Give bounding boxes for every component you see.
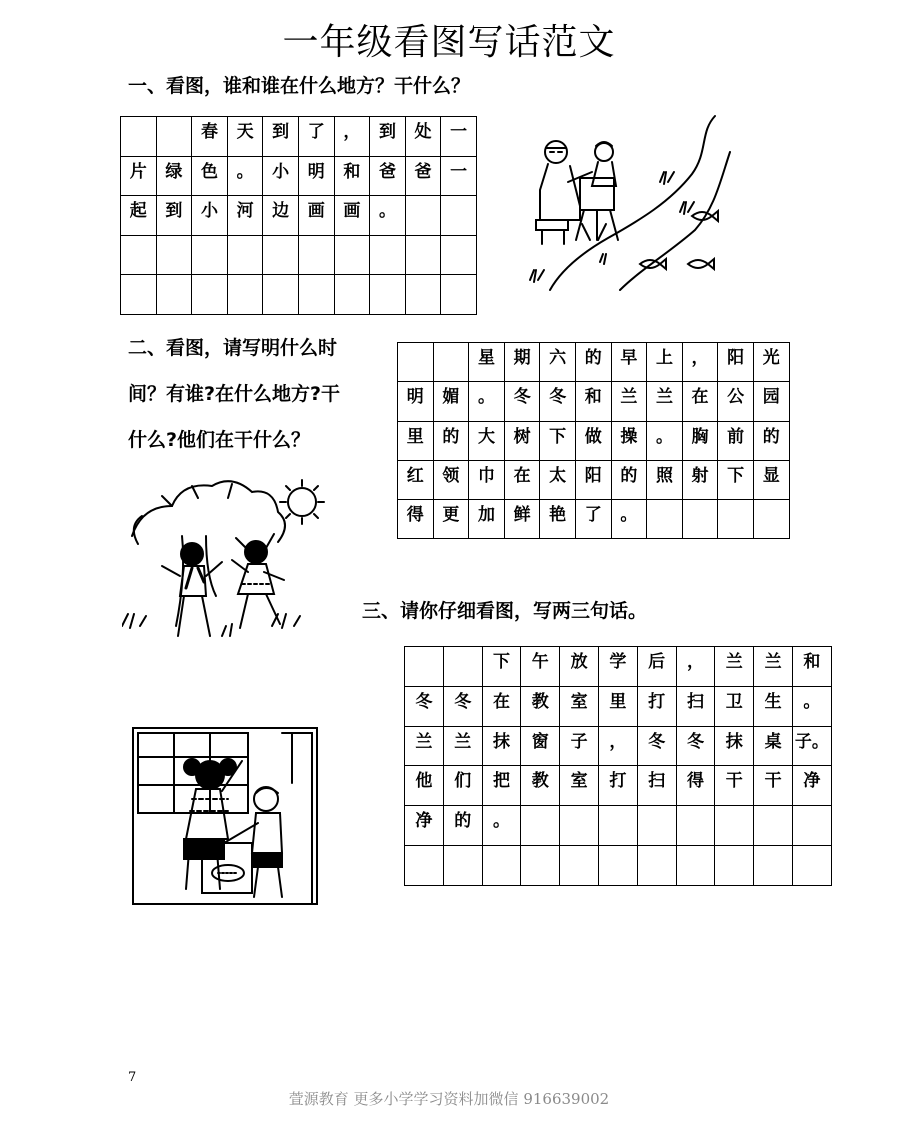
grid-cell: 扫 xyxy=(676,686,715,726)
grid-cell: 明 xyxy=(398,382,434,421)
grid-cell xyxy=(334,275,370,315)
grid-cell xyxy=(405,235,441,275)
grid-cell: 得 xyxy=(676,766,715,806)
grid-cell: ， xyxy=(682,343,718,382)
grid-cell: 抹 xyxy=(715,726,754,766)
grid-cell: 冬 xyxy=(504,382,540,421)
grid-cell: 学 xyxy=(598,647,637,687)
grid-cell: 画 xyxy=(298,196,334,236)
grid-cell xyxy=(263,235,299,275)
grid-cell: 们 xyxy=(443,766,482,806)
grid-cell xyxy=(405,196,441,236)
grid-cell: 小 xyxy=(192,196,228,236)
grid-cell: 太 xyxy=(540,460,576,499)
grid-cell xyxy=(753,500,789,539)
grid-cell: 冬 xyxy=(405,686,444,726)
grid-cell: 大 xyxy=(469,421,505,460)
grid-cell: 到 xyxy=(370,117,406,157)
section-3-illustration xyxy=(132,727,318,905)
footer-note: 萱源教育 更多小学学习资料加微信 916639002 xyxy=(288,1090,610,1108)
section-2-writing-grid xyxy=(397,342,790,539)
grid-cell: 片 xyxy=(121,156,157,196)
grid-cell: 冬 xyxy=(443,686,482,726)
section-2-heading-line: 什么?他们在干什么？ xyxy=(128,429,311,451)
grid-cell: 色 xyxy=(192,156,228,196)
grid-cell: 。 xyxy=(647,421,683,460)
section-3-heading: 三、请你仔细看图，写两三句话。 xyxy=(362,600,648,622)
grid-cell: 媚 xyxy=(433,382,469,421)
grid-cell: 冬 xyxy=(540,382,576,421)
grid-cell: 的 xyxy=(433,421,469,460)
grid-cell: 把 xyxy=(482,766,521,806)
grid-cell: 的 xyxy=(575,343,611,382)
grid-cell: 兰 xyxy=(754,647,793,687)
grid-cell xyxy=(121,275,157,315)
grid-cell: 子。 xyxy=(792,726,831,766)
grid-cell: 后 xyxy=(637,647,676,687)
grid-cell: 子 xyxy=(560,726,599,766)
grid-cell: ， xyxy=(598,726,637,766)
grid-row xyxy=(405,806,832,846)
section-3-writing-grid xyxy=(404,646,832,886)
grid-cell: 艳 xyxy=(540,500,576,539)
grid-cell: 上 xyxy=(647,343,683,382)
section-1-heading: 一、看图，谁和谁在什么地方？干什么？ xyxy=(128,75,471,97)
grid-cell xyxy=(441,196,477,236)
grid-cell xyxy=(227,235,263,275)
grid-cell xyxy=(441,275,477,315)
grid-cell xyxy=(676,806,715,846)
grid-cell: 照 xyxy=(647,460,683,499)
grid-cell xyxy=(560,806,599,846)
grid-cell xyxy=(121,235,157,275)
grid-cell: 巾 xyxy=(469,460,505,499)
grid-cell: ， xyxy=(676,647,715,687)
grid-cell xyxy=(433,343,469,382)
grid-cell: 早 xyxy=(611,343,647,382)
grid-cell: 胸 xyxy=(682,421,718,460)
grid-cell xyxy=(298,275,334,315)
grid-cell xyxy=(715,806,754,846)
grid-cell: 绿 xyxy=(156,156,192,196)
grid-cell xyxy=(676,845,715,885)
grid-row xyxy=(398,343,790,382)
grid-cell: 爸 xyxy=(370,156,406,196)
grid-cell xyxy=(792,806,831,846)
grid-cell: 扫 xyxy=(637,766,676,806)
grid-cell: 兰 xyxy=(443,726,482,766)
grid-cell: 室 xyxy=(560,686,599,726)
grid-cell xyxy=(370,275,406,315)
grid-cell xyxy=(156,275,192,315)
grid-cell: 处 xyxy=(405,117,441,157)
grid-cell: 。 xyxy=(227,156,263,196)
grid-cell xyxy=(443,647,482,687)
grid-cell: 窗 xyxy=(521,726,560,766)
grid-cell xyxy=(482,845,521,885)
grid-cell: 爸 xyxy=(405,156,441,196)
grid-cell xyxy=(121,117,157,157)
grid-row xyxy=(121,156,477,196)
grid-cell xyxy=(754,806,793,846)
grid-cell xyxy=(598,845,637,885)
grid-cell: 更 xyxy=(433,500,469,539)
grid-cell xyxy=(754,845,793,885)
grid-cell: 阳 xyxy=(575,460,611,499)
grid-cell: 净 xyxy=(405,806,444,846)
grid-cell: 画 xyxy=(334,196,370,236)
grid-row xyxy=(121,117,477,157)
grid-row xyxy=(398,460,790,499)
grid-cell: 生 xyxy=(754,686,793,726)
grid-cell xyxy=(156,117,192,157)
grid-row xyxy=(405,726,832,766)
grid-cell: 园 xyxy=(753,382,789,421)
grid-cell: 射 xyxy=(682,460,718,499)
grid-cell: 加 xyxy=(469,500,505,539)
grid-cell: 兰 xyxy=(611,382,647,421)
grid-cell xyxy=(682,500,718,539)
grid-cell: 室 xyxy=(560,766,599,806)
grid-cell xyxy=(334,235,370,275)
grid-cell: 兰 xyxy=(405,726,444,766)
grid-cell: 净 xyxy=(792,766,831,806)
grid-cell xyxy=(598,806,637,846)
grid-cell: 打 xyxy=(598,766,637,806)
section-2-heading-line: 间？有谁?在什么地方?干 xyxy=(128,383,341,405)
grid-row xyxy=(405,647,832,687)
grid-cell: 里 xyxy=(598,686,637,726)
grid-cell: 在 xyxy=(504,460,540,499)
grid-cell: 了 xyxy=(575,500,611,539)
grid-cell: 打 xyxy=(637,686,676,726)
grid-cell: 卫 xyxy=(715,686,754,726)
grid-cell xyxy=(405,647,444,687)
grid-cell: 。 xyxy=(611,500,647,539)
grid-cell xyxy=(637,806,676,846)
grid-cell xyxy=(298,235,334,275)
grid-cell xyxy=(521,806,560,846)
grid-cell: 在 xyxy=(482,686,521,726)
page-number: 7 xyxy=(128,1070,137,1085)
grid-cell xyxy=(443,845,482,885)
grid-cell xyxy=(405,275,441,315)
grid-cell xyxy=(405,845,444,885)
grid-cell xyxy=(398,343,434,382)
grid-cell: 和 xyxy=(792,647,831,687)
grid-cell: 显 xyxy=(753,460,789,499)
grid-cell: 干 xyxy=(715,766,754,806)
grid-cell: 做 xyxy=(575,421,611,460)
grid-cell: 。 xyxy=(482,806,521,846)
grid-cell: 和 xyxy=(334,156,370,196)
grid-cell: 边 xyxy=(263,196,299,236)
grid-row xyxy=(405,686,832,726)
grid-cell: 操 xyxy=(611,421,647,460)
grid-cell xyxy=(792,845,831,885)
grid-cell: 兰 xyxy=(647,382,683,421)
grid-cell: 星 xyxy=(469,343,505,382)
grid-cell xyxy=(715,845,754,885)
grid-cell xyxy=(192,235,228,275)
grid-cell: 下 xyxy=(718,460,754,499)
grid-cell: 红 xyxy=(398,460,434,499)
grid-cell: 的 xyxy=(753,421,789,460)
grid-cell: 干 xyxy=(754,766,793,806)
grid-cell: 到 xyxy=(156,196,192,236)
grid-cell: 下 xyxy=(482,647,521,687)
grid-cell: 下 xyxy=(540,421,576,460)
grid-row xyxy=(405,845,832,885)
grid-cell xyxy=(637,845,676,885)
grid-cell: 期 xyxy=(504,343,540,382)
grid-cell: 的 xyxy=(611,460,647,499)
grid-cell: 桌 xyxy=(754,726,793,766)
grid-cell: 教 xyxy=(521,686,560,726)
grid-cell: 到 xyxy=(263,117,299,157)
grid-cell: 冬 xyxy=(637,726,676,766)
grid-cell: 得 xyxy=(398,500,434,539)
grid-cell: 冬 xyxy=(676,726,715,766)
grid-cell xyxy=(370,235,406,275)
grid-cell: 。 xyxy=(469,382,505,421)
grid-cell: 公 xyxy=(718,382,754,421)
grid-row xyxy=(121,275,477,315)
section-2-heading-line: 二、看图，请写明什么时 xyxy=(128,337,338,359)
grid-cell: 六 xyxy=(540,343,576,382)
grid-cell xyxy=(263,275,299,315)
grid-cell: 起 xyxy=(121,196,157,236)
grid-cell: 明 xyxy=(298,156,334,196)
section-1-illustration xyxy=(520,112,740,294)
grid-row xyxy=(398,382,790,421)
grid-cell: 放 xyxy=(560,647,599,687)
grid-cell: 阳 xyxy=(718,343,754,382)
grid-cell xyxy=(521,845,560,885)
grid-cell: 里 xyxy=(398,421,434,460)
grid-cell: 一 xyxy=(441,156,477,196)
grid-cell xyxy=(441,235,477,275)
section-2-heading xyxy=(128,325,340,463)
grid-row xyxy=(398,421,790,460)
grid-cell: ， xyxy=(334,117,370,157)
grid-row xyxy=(121,196,477,236)
grid-cell xyxy=(156,235,192,275)
grid-cell xyxy=(560,845,599,885)
grid-cell: 光 xyxy=(753,343,789,382)
grid-cell xyxy=(718,500,754,539)
grid-cell: 。 xyxy=(370,196,406,236)
grid-cell: 春 xyxy=(192,117,228,157)
grid-cell: 午 xyxy=(521,647,560,687)
grid-cell: 小 xyxy=(263,156,299,196)
grid-cell xyxy=(192,275,228,315)
grid-cell: 一 xyxy=(441,117,477,157)
grid-cell: 领 xyxy=(433,460,469,499)
section-2-illustration xyxy=(122,476,332,646)
section-1-writing-grid xyxy=(120,116,477,315)
grid-row xyxy=(405,766,832,806)
grid-cell: 了 xyxy=(298,117,334,157)
grid-row xyxy=(398,500,790,539)
grid-cell: 树 xyxy=(504,421,540,460)
grid-cell: 河 xyxy=(227,196,263,236)
grid-cell: 在 xyxy=(682,382,718,421)
grid-cell xyxy=(227,275,263,315)
grid-cell: 鲜 xyxy=(504,500,540,539)
grid-cell: 天 xyxy=(227,117,263,157)
grid-row xyxy=(121,235,477,275)
grid-cell: 兰 xyxy=(715,647,754,687)
grid-cell: 教 xyxy=(521,766,560,806)
grid-cell: 他 xyxy=(405,766,444,806)
grid-cell: 和 xyxy=(575,382,611,421)
grid-cell: 前 xyxy=(718,421,754,460)
page-title: 一年级看图写话范文 xyxy=(282,22,616,63)
grid-cell xyxy=(647,500,683,539)
grid-cell: 。 xyxy=(792,686,831,726)
grid-cell: 抹 xyxy=(482,726,521,766)
grid-cell: 的 xyxy=(443,806,482,846)
